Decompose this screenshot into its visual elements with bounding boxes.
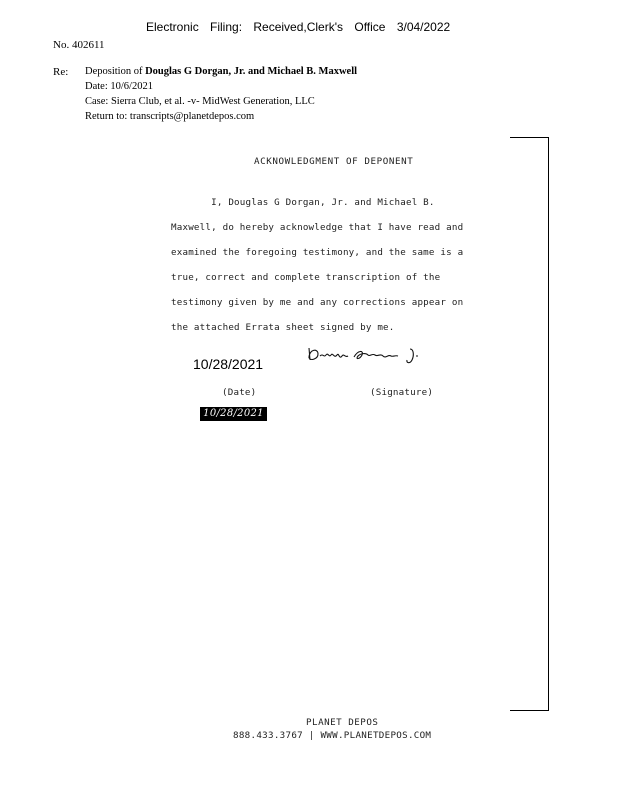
handwritten-signature [306,344,426,366]
re-label: Re: [53,66,69,78]
handwritten-date: 10/28/2021 [193,356,264,372]
case-caption: Case: Sierra Club, et al. -v- MidWest Generation, LLC [85,96,315,107]
deposition-date: Date: 10/6/2021 [85,81,153,92]
acknowledgment-line: true, correct and complete transcription of the [171,272,441,283]
acknowledgment-line: the attached Errata sheet signed by me. [171,322,395,333]
acknowledgment-line: I, Douglas G Dorgan, Jr. and Michael B. [171,197,435,208]
signature-caption: (Signature) [370,387,434,398]
deposition-prefix: Deposition of [85,66,146,77]
acknowledgment-title: ACKNOWLEDGMENT OF DEPONENT [254,156,414,167]
deposition-line [85,66,357,77]
acknowledgment-line: examined the foregoing testimony, and the same is a [171,247,464,258]
handwritten-date-stamp: 10/28/2021 [200,407,267,421]
filing-stamp-header: Electronic Filing: Received,Clerk's Office 3/04/2022 [146,20,451,34]
acknowledgment-line: testimony given by me and any corrections appear on [171,297,464,308]
footer-contact: 888.433.3767 | WWW.PLANETDEPOS.COM [233,730,432,741]
deponent-names: Douglas G Dorgan, Jr. and Michael B. Maxwell [145,66,358,77]
footer-company: PLANET DEPOS [306,717,379,728]
return-to-email: Return to: transcripts@planetdepos.com [85,111,255,122]
document-number: No. 402611 [53,39,105,51]
date-caption: (Date) [222,387,257,398]
page-border-frame [510,137,549,711]
acknowledgment-line: Maxwell, do hereby acknowledge that I have read and [171,222,464,233]
